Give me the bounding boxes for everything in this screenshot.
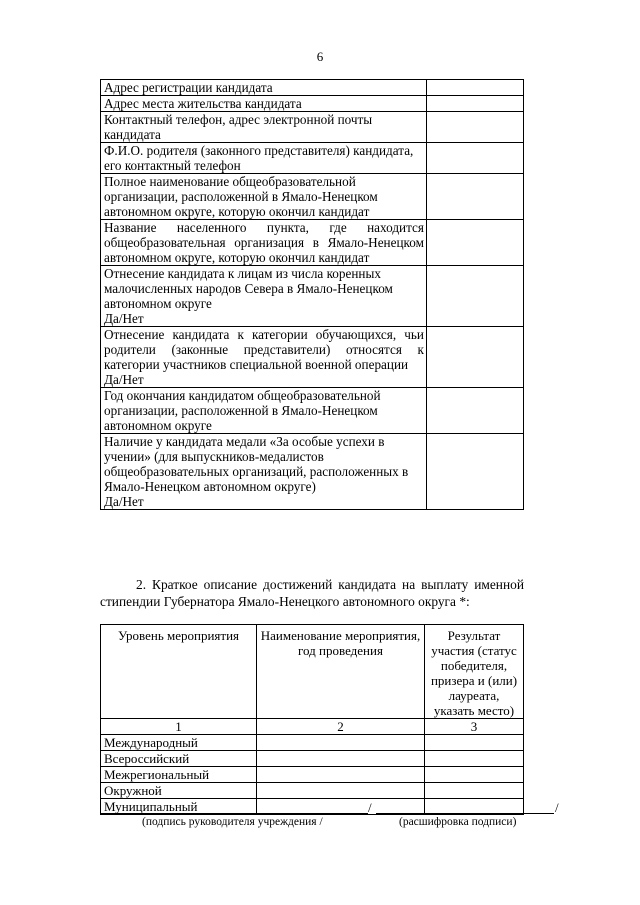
level-label: Муниципальный [101,799,257,815]
table-row [101,112,524,143]
row-label-settlement-name: Название населенного пункта, где находится общеобразовательная организация в Ямало-Ненецком автономном округе, которую окончил кандидат [101,220,427,266]
result-cell[interactable] [425,783,524,799]
column-header-event-name: Наименование мероприятия, год проведения [257,625,425,719]
table-row [101,266,524,327]
result-cell[interactable] [425,751,524,767]
signature-decoding-field[interactable] [376,813,554,814]
signature-line [100,800,560,814]
result-cell[interactable] [425,767,524,783]
candidate-info-table [100,79,524,510]
signature-caption-left: (подпись руководителя учреждения / [142,816,323,828]
row-value-cell[interactable] [426,143,523,174]
column-number: 3 [425,719,524,735]
page-number: 6 [316,49,324,64]
level-label: Всероссийский [101,751,257,767]
event-name-cell[interactable] [257,735,425,751]
column-number: 2 [257,719,425,735]
table-row [101,80,524,96]
row-value-cell[interactable] [426,220,523,266]
row-label-medal [101,434,427,510]
result-cell[interactable] [425,735,524,751]
signature-separator: / [555,800,559,815]
yes-no-option: Да/Нет [104,372,144,387]
section-2-paragraph [100,576,524,610]
level-label: Окружной [101,783,257,799]
table-row [101,327,524,388]
table-row [101,751,524,767]
table-row [101,174,524,220]
table-row [101,220,524,266]
table-row [101,143,524,174]
table-header-row [101,625,524,719]
signature-separator: / [368,800,372,815]
table-row [101,735,524,751]
row-label-school-full-name: Полное наименование общеобразовательной организации, расположенной в Ямало-Ненецком автономном округе, которую окончил кандидат [101,174,427,220]
row-label-text: Отнесение кандидата к категории обучающихся, чьи родители (законные представители) относятся к категории участников специальной военной операции [104,327,424,372]
column-number-row [101,719,524,735]
table-row [101,783,524,799]
row-label-registration-address: Адрес регистрации кандидата [101,80,427,96]
column-number: 1 [101,719,257,735]
row-label-text: Наличие у кандидата медали «За особые успехи в учении» (для выпускников-медалистов общеобразовательных организаций, расположенных в Ямало-Ненецком автономном округе) [104,434,409,494]
event-name-cell[interactable] [257,767,425,783]
row-label-residence-address: Адрес места жительства кандидата [101,96,427,112]
table-row [101,96,524,112]
row-value-cell[interactable] [426,434,523,510]
table-row [101,767,524,783]
row-value-cell[interactable] [426,96,523,112]
section-2-line-2: стипендии Губернатора Ямало-Ненецкого автономного округа *: [100,594,470,609]
row-label-parent-name: Ф.И.О. родителя (законного представителя) кандидата, его контактный телефон [101,143,427,174]
row-label-svo-participant [101,327,427,388]
achievements-table [100,624,524,815]
row-label-graduation-year: Год окончания кандидатом общеобразовательной организации, расположенной в Ямало-Ненецком автономном округе [101,388,427,434]
row-label-contact-phone-email: Контактный телефон, адрес электронной почты кандидата [101,112,427,143]
row-value-cell[interactable] [426,112,523,143]
row-label-indigenous-status [101,266,427,327]
section-2-line-1: 2. Краткое описание достижений кандидата на выплату именной [136,577,524,592]
row-value-cell[interactable] [426,80,523,96]
event-name-cell[interactable] [257,751,425,767]
table-row [101,434,524,510]
signature-field[interactable] [100,813,368,814]
yes-no-option: Да/Нет [104,494,144,509]
yes-no-option: Да/Нет [104,311,144,326]
row-value-cell[interactable] [426,327,523,388]
row-value-cell[interactable] [426,388,523,434]
event-name-cell[interactable] [257,783,425,799]
level-label: Межрегиональный [101,767,257,783]
column-header-level: Уровень мероприятия [101,625,257,719]
level-label: Международный [101,735,257,751]
row-value-cell[interactable] [426,174,523,220]
column-header-result: Результат участия (статус победителя, призера и (или) лауреата, указать место) [425,625,524,719]
row-label-text: Отнесение кандидата к лицам из числа коренных малочисленных народов Севера в Ямало-Ненецком автономном округе [104,266,393,311]
table-row [101,388,524,434]
signature-caption-right: (расшифровка подписи) [399,816,517,828]
row-value-cell[interactable] [426,266,523,327]
